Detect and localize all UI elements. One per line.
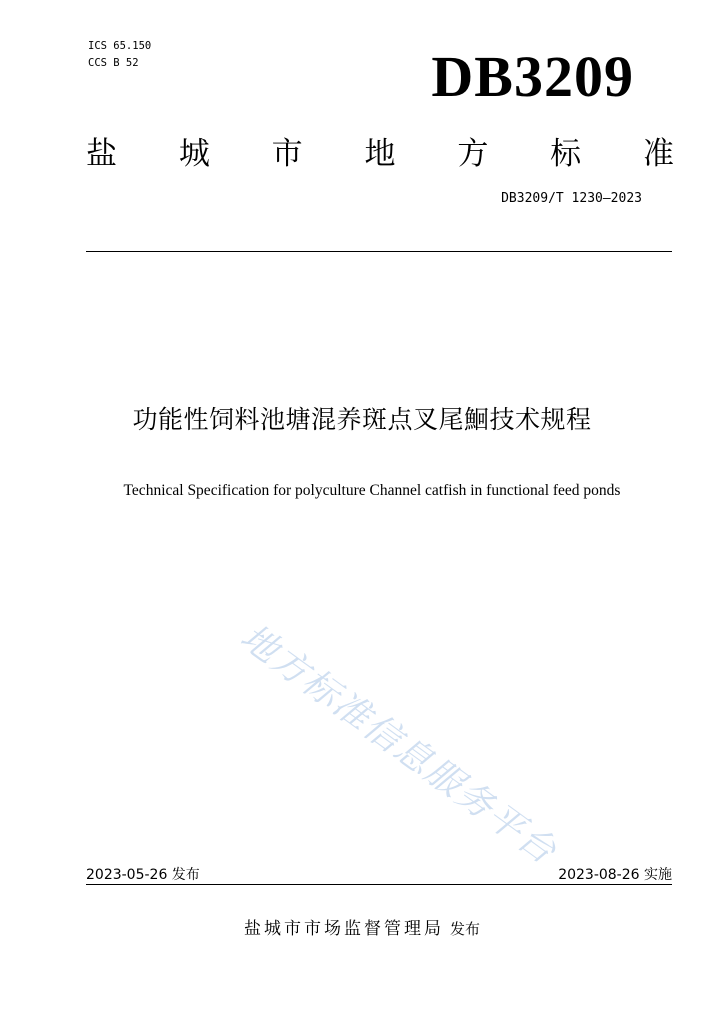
ics-code: ICS 65.150 — [88, 40, 152, 52]
top-divider — [86, 251, 672, 252]
standard-kind-char: 市 — [271, 136, 303, 172]
publisher-line — [0, 914, 724, 939]
standard-code: DB3209 — [431, 44, 634, 109]
standard-kind-char: 准 — [642, 136, 674, 172]
standard-kind-heading — [86, 134, 674, 174]
document-title-cn: 功能性饲料池塘混养斑点叉尾鮰技术规程 — [132, 405, 592, 434]
ccs-code: CCS B 52 — [88, 57, 139, 69]
classification-codes — [88, 38, 151, 72]
bottom-divider — [86, 884, 672, 885]
standard-kind-char: 盐 — [86, 136, 117, 172]
watermark: 地方标准信息服务平台 — [232, 616, 565, 874]
standard-kind-char: 标 — [550, 136, 582, 172]
standard-number: DB3209/T 1230—2023 — [501, 191, 642, 206]
publish-date: 2023-05-26 发布 — [86, 867, 200, 883]
publisher-action: 发布 — [449, 920, 480, 938]
standard-kind-char: 方 — [457, 136, 489, 172]
implementation-date: 2023-08-26 实施 — [558, 867, 672, 883]
publisher-org: 盐城市市场监督管理局 — [243, 919, 444, 939]
standard-kind-char: 地 — [364, 136, 396, 172]
standard-kind-char: 城 — [178, 136, 210, 172]
document-title-en: Technical Specification for polyculture Channel catfish in functional feed ponds — [123, 482, 621, 499]
